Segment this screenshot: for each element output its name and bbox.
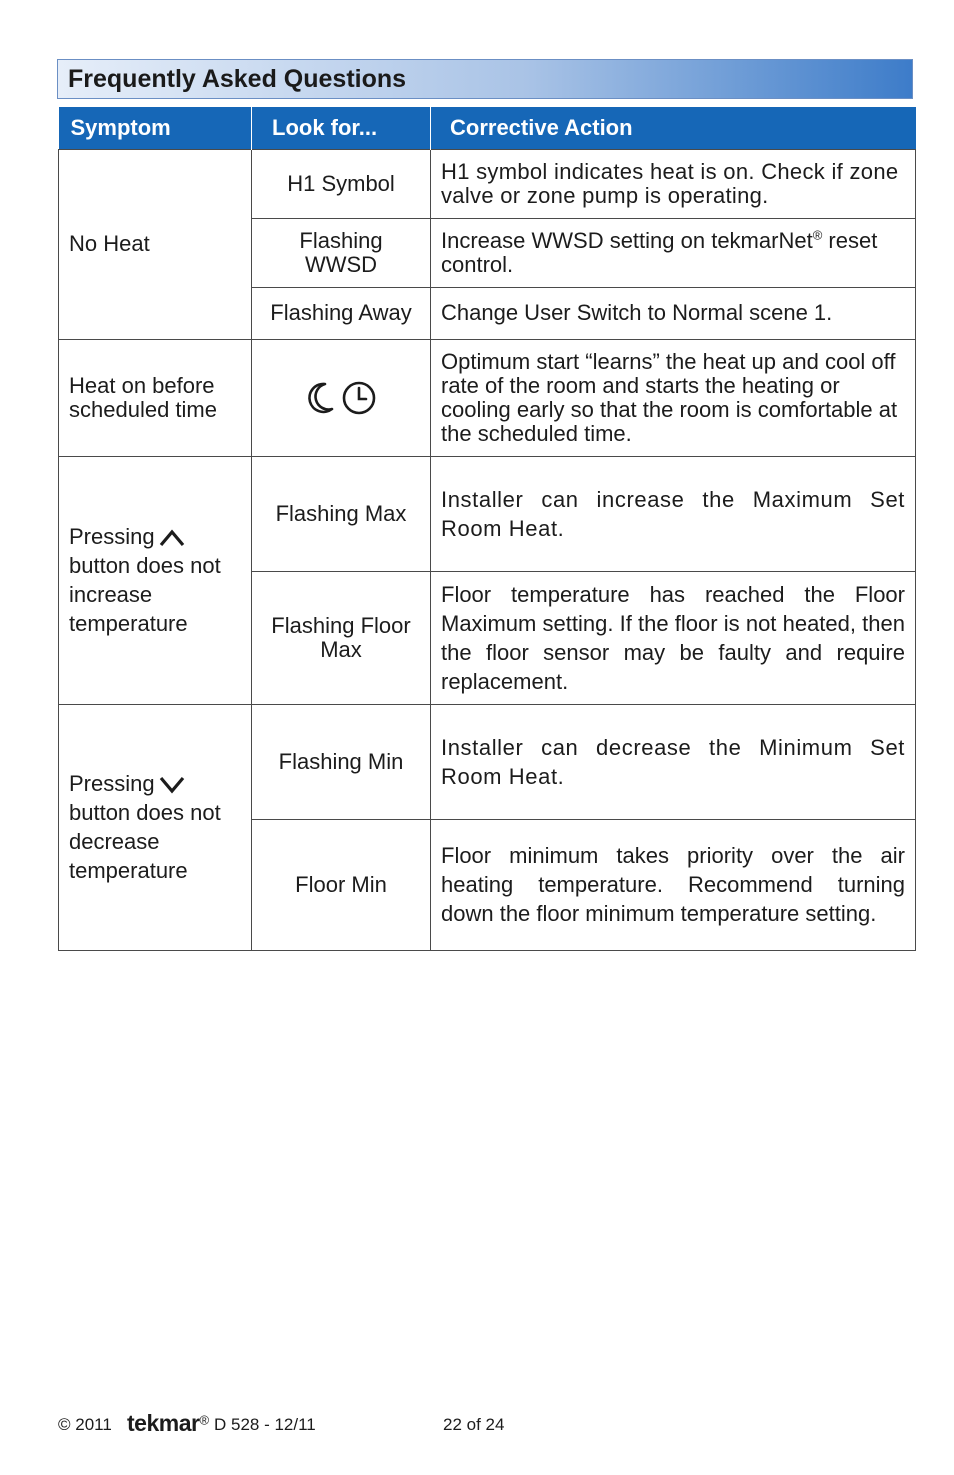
faq-table <box>58 107 916 951</box>
registered-mark: ® <box>812 227 823 243</box>
table-row <box>59 339 916 456</box>
brand-wordmark: tekmar <box>127 1410 200 1436</box>
chevron-down-icon <box>159 776 185 794</box>
action-cell: Installer can increase the Maximum Set Room Heat. <box>431 456 916 571</box>
section-title: Frequently Asked Questions <box>68 65 407 93</box>
action-cell: H1 symbol indicates heat is on. Check if zone valve or zone pump is operating. <box>431 149 916 218</box>
symptom-text: Pressing <box>69 524 155 549</box>
symptom-text: Pressing <box>69 771 155 796</box>
look-for-cell: H1 Symbol <box>252 149 431 218</box>
header-look-for: Look for... <box>252 107 431 149</box>
brand-registered-mark: ® <box>199 1412 210 1428</box>
symptom-cell <box>59 704 252 950</box>
table-row <box>59 704 916 819</box>
table-header-row <box>59 107 916 149</box>
footer-copyright: © 2011 <box>58 1415 112 1434</box>
look-for-cell <box>252 339 431 456</box>
action-cell: Optimum start “learns” the heat up and cool off rate of the room and starts the heating or cooling early so that the room is comfortable at the scheduled time. <box>431 339 916 456</box>
action-text: Increase WWSD setting on tekmarNet <box>441 227 813 253</box>
symptom-cell <box>59 456 252 704</box>
clock-icon <box>341 380 377 416</box>
symptom-text: button does not increase temperature <box>69 553 221 636</box>
look-for-cell: Flashing Away <box>252 287 431 339</box>
section-header <box>57 59 913 99</box>
footer-brand-logo <box>127 1410 209 1437</box>
footer-doc-id: D 528 - 12/11 <box>214 1415 316 1434</box>
symptom-text: button does not decrease temperature <box>69 800 221 883</box>
action-cell: Floor temperature has reached the Floor Maximum setting. If the floor is not heated, then the floor sensor may be faulty and require replacement. <box>431 571 916 704</box>
action-cell <box>431 218 916 287</box>
look-for-cell: Flashing Max <box>252 456 431 571</box>
look-for-cell: Floor Min <box>252 819 431 950</box>
look-for-cell: Flashing Floor Max <box>252 571 431 704</box>
action-cell: Installer can decrease the Minimum Set Room Heat. <box>431 704 916 819</box>
look-for-cell: Flashing Min <box>252 704 431 819</box>
symptom-cell: Heat on before scheduled time <box>59 339 252 456</box>
footer-page-number: 22 of 24 <box>443 1415 505 1434</box>
action-cell: Floor minimum takes priority over the air heating temperature. Recommend turning down the floor minimum temperature setting. <box>431 819 916 950</box>
moon-icon <box>305 381 335 415</box>
chevron-up-icon <box>159 529 185 547</box>
table-row <box>59 149 916 218</box>
header-corrective-action: Corrective Action <box>431 107 916 149</box>
action-text-tail: reset control. <box>441 227 878 277</box>
look-for-cell: Flashing WWSD <box>252 218 431 287</box>
header-symptom: Symptom <box>59 107 252 149</box>
table-row <box>59 456 916 571</box>
symptom-cell: No Heat <box>59 149 252 339</box>
action-cell: Change User Switch to Normal scene 1. <box>431 287 916 339</box>
